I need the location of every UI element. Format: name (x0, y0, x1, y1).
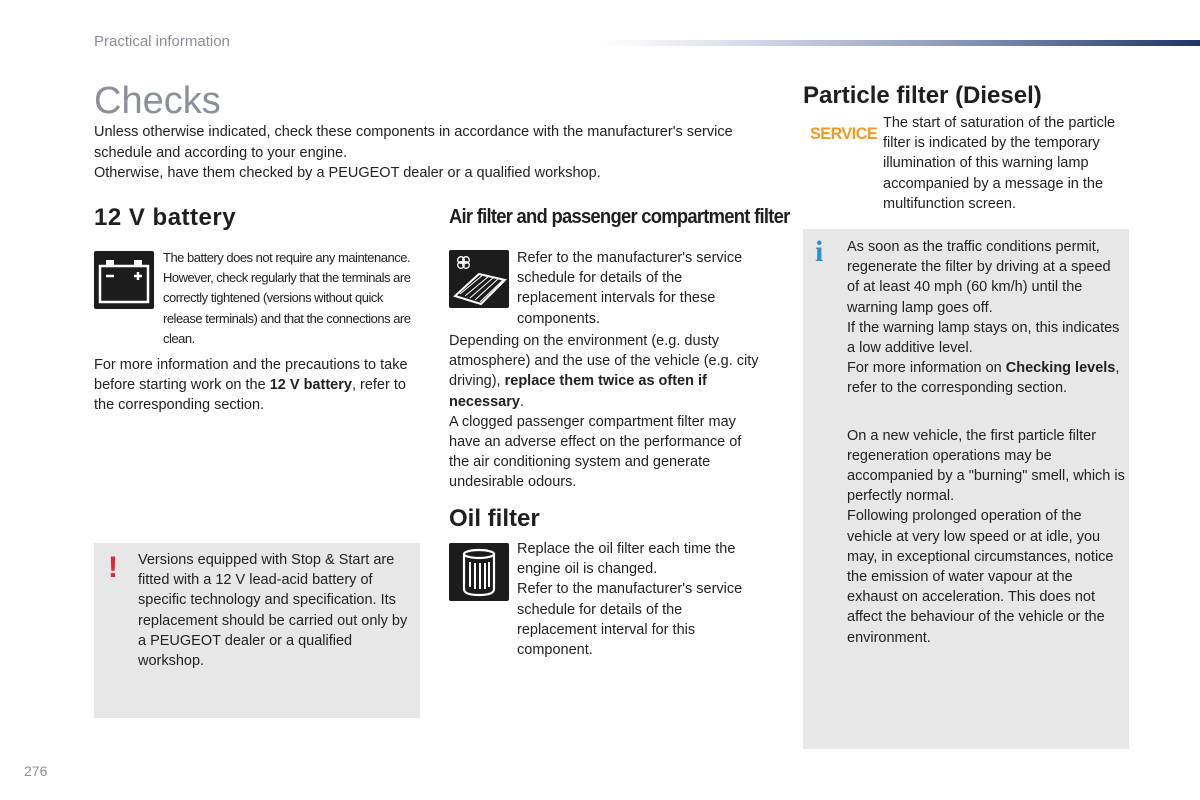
particle-info-p1: As soon as the traffic conditions permit, regenerate the filter by driving at a speed of at least 40 mph (60 km/h) until the warning lamp goes off. (847, 239, 1111, 316)
battery-warning-note (94, 543, 420, 718)
air-filter-icon (449, 250, 509, 308)
particle-info-p3-bold: Checking levels (1005, 360, 1116, 377)
battery-more-info (94, 355, 424, 416)
particle-info-p3-post: , refer to the corresponding section. (847, 360, 1120, 397)
particle-info-p3 (847, 358, 1125, 398)
particle-info-p4: On a new vehicle, the first particle filter regeneration operations may be accompanied by a "burning" smell, which is perfectly normal. (847, 427, 1125, 505)
particle-filter-text: The start of saturation of the particle filter is indicated by the temporary illumination of this warning lamp accompanied by a message in the multifunction screen. (883, 115, 1116, 212)
oil-filter-icon (449, 543, 509, 601)
air-filter-body-post: . (519, 393, 524, 410)
particle-info-p2: If the warning lamp stays on, this indicates a low additive level. (847, 319, 1120, 357)
page-number: 276 (24, 763, 48, 779)
air-filter-para-1 (449, 331, 764, 412)
oil-filter-text-1: Replace the oil filter each time the engine oil is changed. (517, 541, 736, 578)
particle-info-p5: Following prolonged operation of the vehicle at very low speed or at idle, you may, in exceptional circumstances, notice the emission of water vapour at the exhaust on acceleration. This does not affect the behaviour of the vehicle or the environment. (847, 508, 1114, 646)
particle-info-p3-pre: For more information on (847, 360, 1006, 377)
intro-line-2: Otherwise, have them checked by a PEUGEOT dealer or a qualified workshop. (94, 165, 601, 181)
service-warning-icon: SERVICE (810, 124, 878, 143)
page-title: Checks (94, 80, 221, 122)
intro-text (94, 122, 744, 184)
air-filter-side-text: Refer to the manufacturer's service schedule for details of the replacement intervals for these components. (517, 250, 743, 327)
intro-line-1: Unless otherwise indicated, check these components in accordance with the manufacturer's service schedule and according to your engine. (94, 124, 733, 161)
particle-filter-info-note (803, 229, 1129, 749)
air-filter-body (449, 331, 764, 493)
battery-heading: 12 V battery (94, 204, 237, 231)
battery-warning-text: Versions equipped with Stop & Start are fitted with a 12 V lead-acid battery of specific technology and specification. Its replacement should be carried out only by a PEUGEOT dealer or a qualified workshop. (138, 552, 408, 670)
air-filter-body-pre: Depending on the environment (e.g. dusty atmosphere) and the use of the vehicle (e.g. city driving), (449, 333, 759, 390)
header-gradient-bar (600, 40, 1200, 46)
oil-filter-text (517, 539, 762, 660)
warning-icon: ! (108, 551, 118, 584)
section-title: Practical information (94, 33, 230, 50)
oil-filter-heading: Oil filter (449, 505, 540, 532)
particle-info-text (847, 237, 1125, 648)
air-filter-para-2: A clogged passenger compartment filter may have an adverse effect on the performance of the air conditioning system and generate undesirable odours. (449, 413, 742, 491)
air-filter-heading: Air filter and passenger compartment filter (449, 206, 790, 228)
battery-more-post: , refer to the corresponding section. (94, 377, 406, 414)
battery-maintenance-text: The battery does not require any maintenance. However, check regularly that the terminals are correctly tightened (versions without quick release terminals) and that the connections are clean. (163, 250, 411, 346)
battery-more-bold: 12 V battery (269, 377, 352, 394)
particle-filter-heading: Particle filter (Diesel) (803, 82, 1042, 109)
battery-more-pre: For more information and the precautions to take before starting work on the (94, 357, 408, 394)
info-icon: i (815, 235, 824, 268)
oil-filter-text-2: Refer to the manufacturer's service schedule for details of the replacement interval for this component. (517, 581, 743, 659)
air-filter-body-bold: replace them twice as often if necessary (449, 373, 707, 410)
battery-icon (94, 251, 154, 309)
